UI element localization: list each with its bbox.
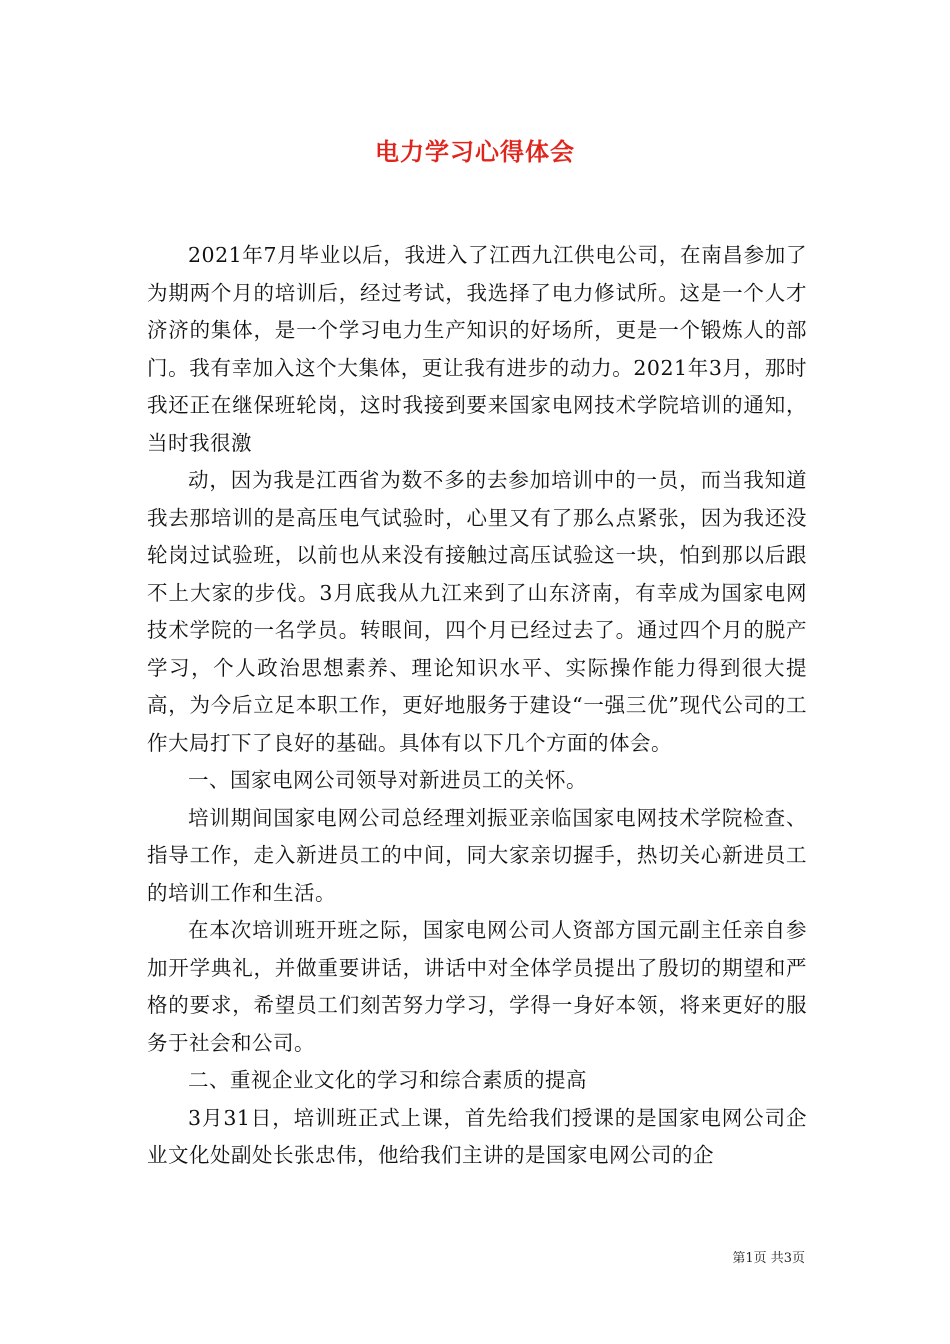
paragraph: 在本次培训班开班之际，国家电网公司人资部方国元副主任亲自参加开学典礼，并做重要讲话，讲话中对全体学员提出了殷切的期望和严格的要求，希望员工们刻苦努力学习，学得一身好本领，将来更好的服务于社会和公司。	[147, 918, 807, 1055]
paragraph: 3月31日，培训班正式上课，首先给我们授课的是国家电网公司企业文化处副处长张忠伟，他给我们主讲的是国家电网公司的企	[147, 1105, 807, 1167]
page-number-footer: 第1页 共3页	[732, 1251, 805, 1266]
section-heading: 二、重视企业文化的学习和综合素质的提高	[188, 1068, 587, 1092]
paragraph: 动，因为我是江西省为数不多的去参加培训中的一员，而当我知道我去那培训的是高压电气试验时，心里又有了那么点紧张，因为我还没轮岗过试验班，以前也从来没有接触过高压试验这一块，怕到那以后跟不上大家的步伐。3月底我从九江来到了山东济南，有幸成为国家电网技术学院的一名学员。转眼间，四个月已经过去了。通过四个月的脱产学习，个人政治思想素养、理论知识水平、实际操作能力得到很大提高，为今后立足本职工作，更好地服务于建设“一强三优”现代公司的工作大局打下了良好的基础。具体有以下几个方面的体会。	[147, 468, 807, 755]
section-heading: 一、国家电网公司领导对新进员工的关怀。	[188, 768, 587, 792]
page-title: 电力学习心得体会	[375, 137, 575, 166]
paragraph: 2021年7月毕业以后，我进入了江西九江供电公司，在南昌参加了为期两个月的培训后，经过考试，我选择了电力修试所。这是一个人才济济的集体，是一个学习电力生产知识的好场所，更是一个锻炼人的部门。我有幸加入这个大集体，更让我有进步的动力。2021年3月，那时我还正在继保班轮岗，这时我接到要来国家电网技术学院培训的通知，当时我很激	[147, 243, 807, 455]
paragraph: 培训期间国家电网公司总经理刘振亚亲临国家电网技术学院检查、指导工作，走入新进员工的中间，同大家亲切握手，热切关心新进员工的培训工作和生活。	[147, 805, 807, 905]
document-body	[147, 237, 807, 1175]
